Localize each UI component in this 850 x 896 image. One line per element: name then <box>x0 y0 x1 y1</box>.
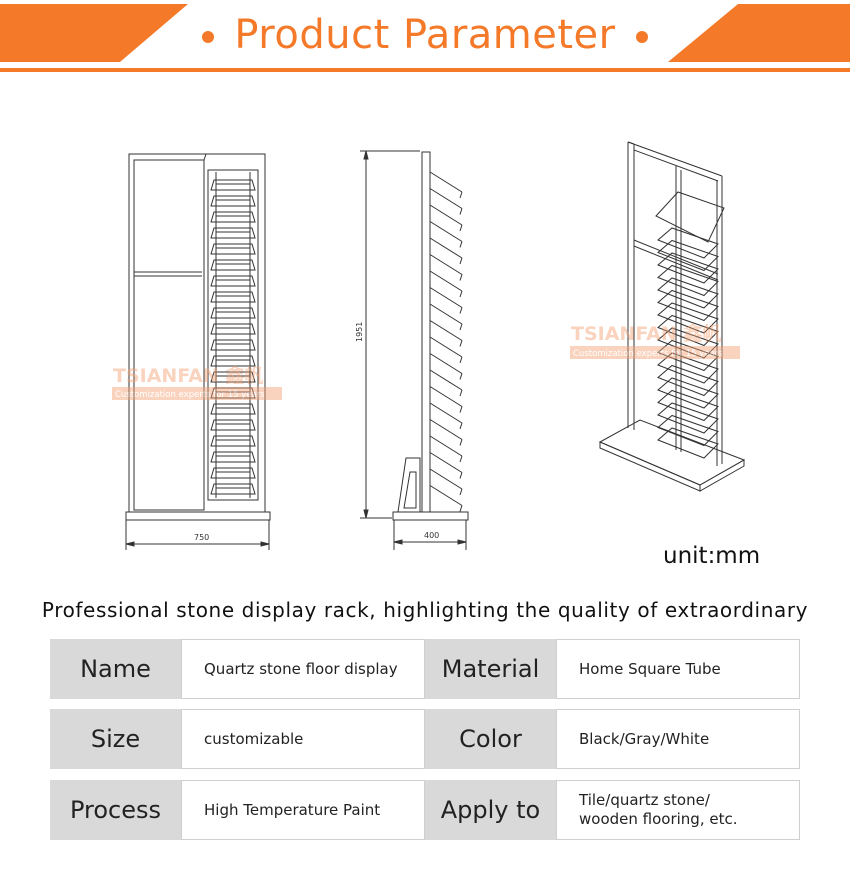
product-tagline: Professional stone display rack, highlighting the quality of extraordinary <box>41 598 809 622</box>
page-title: Product Parameter <box>234 12 616 58</box>
drawings-svg <box>0 80 850 580</box>
header-dot-right <box>636 31 648 43</box>
param-value-material: Home Square Tube <box>556 639 800 699</box>
watermark-left <box>112 364 282 400</box>
param-value-size: customizable <box>181 709 425 769</box>
param-label-name: Name <box>50 639 181 699</box>
param-value-process: High Temperature Paint <box>181 780 425 840</box>
param-label-apply-to: Apply to <box>425 780 556 840</box>
side-height-dimension: 1951 <box>355 321 364 342</box>
header-banner <box>0 0 850 76</box>
svg-text:Customization experts for 15 y: Customization experts for 15 years <box>573 349 723 359</box>
watermark-right <box>570 322 740 359</box>
param-value-color: Black/Gray/White <box>556 709 800 769</box>
param-row-process <box>50 780 800 840</box>
technical-drawings <box>0 80 850 580</box>
svg-text:TSIANFAN 鑫帆: TSIANFAN 鑫帆 <box>571 323 722 345</box>
param-value-name: Quartz stone floor display <box>181 639 425 699</box>
svg-text:TSIANFAN 鑫帆: TSIANFAN 鑫帆 <box>113 365 264 387</box>
param-row-name <box>50 639 800 699</box>
front-width-dimension: 750 <box>194 533 210 542</box>
param-label-size: Size <box>50 709 181 769</box>
param-label-material: Material <box>425 639 556 699</box>
side-depth-dimension: 400 <box>424 531 440 540</box>
svg-text:Customization experts for 15 y: Customization experts for 15 years <box>115 390 265 400</box>
param-value-apply-to: Tile/quartz stone/ wooden flooring, etc. <box>556 780 800 840</box>
perspective-view-drawing <box>600 142 744 491</box>
side-view-drawing <box>360 151 468 550</box>
param-label-process: Process <box>50 780 181 840</box>
param-row-size <box>50 709 800 769</box>
header-underline <box>0 68 850 72</box>
unit-label: unit:mm <box>663 543 761 569</box>
front-view-drawing <box>126 154 270 550</box>
param-label-color: Color <box>425 709 556 769</box>
